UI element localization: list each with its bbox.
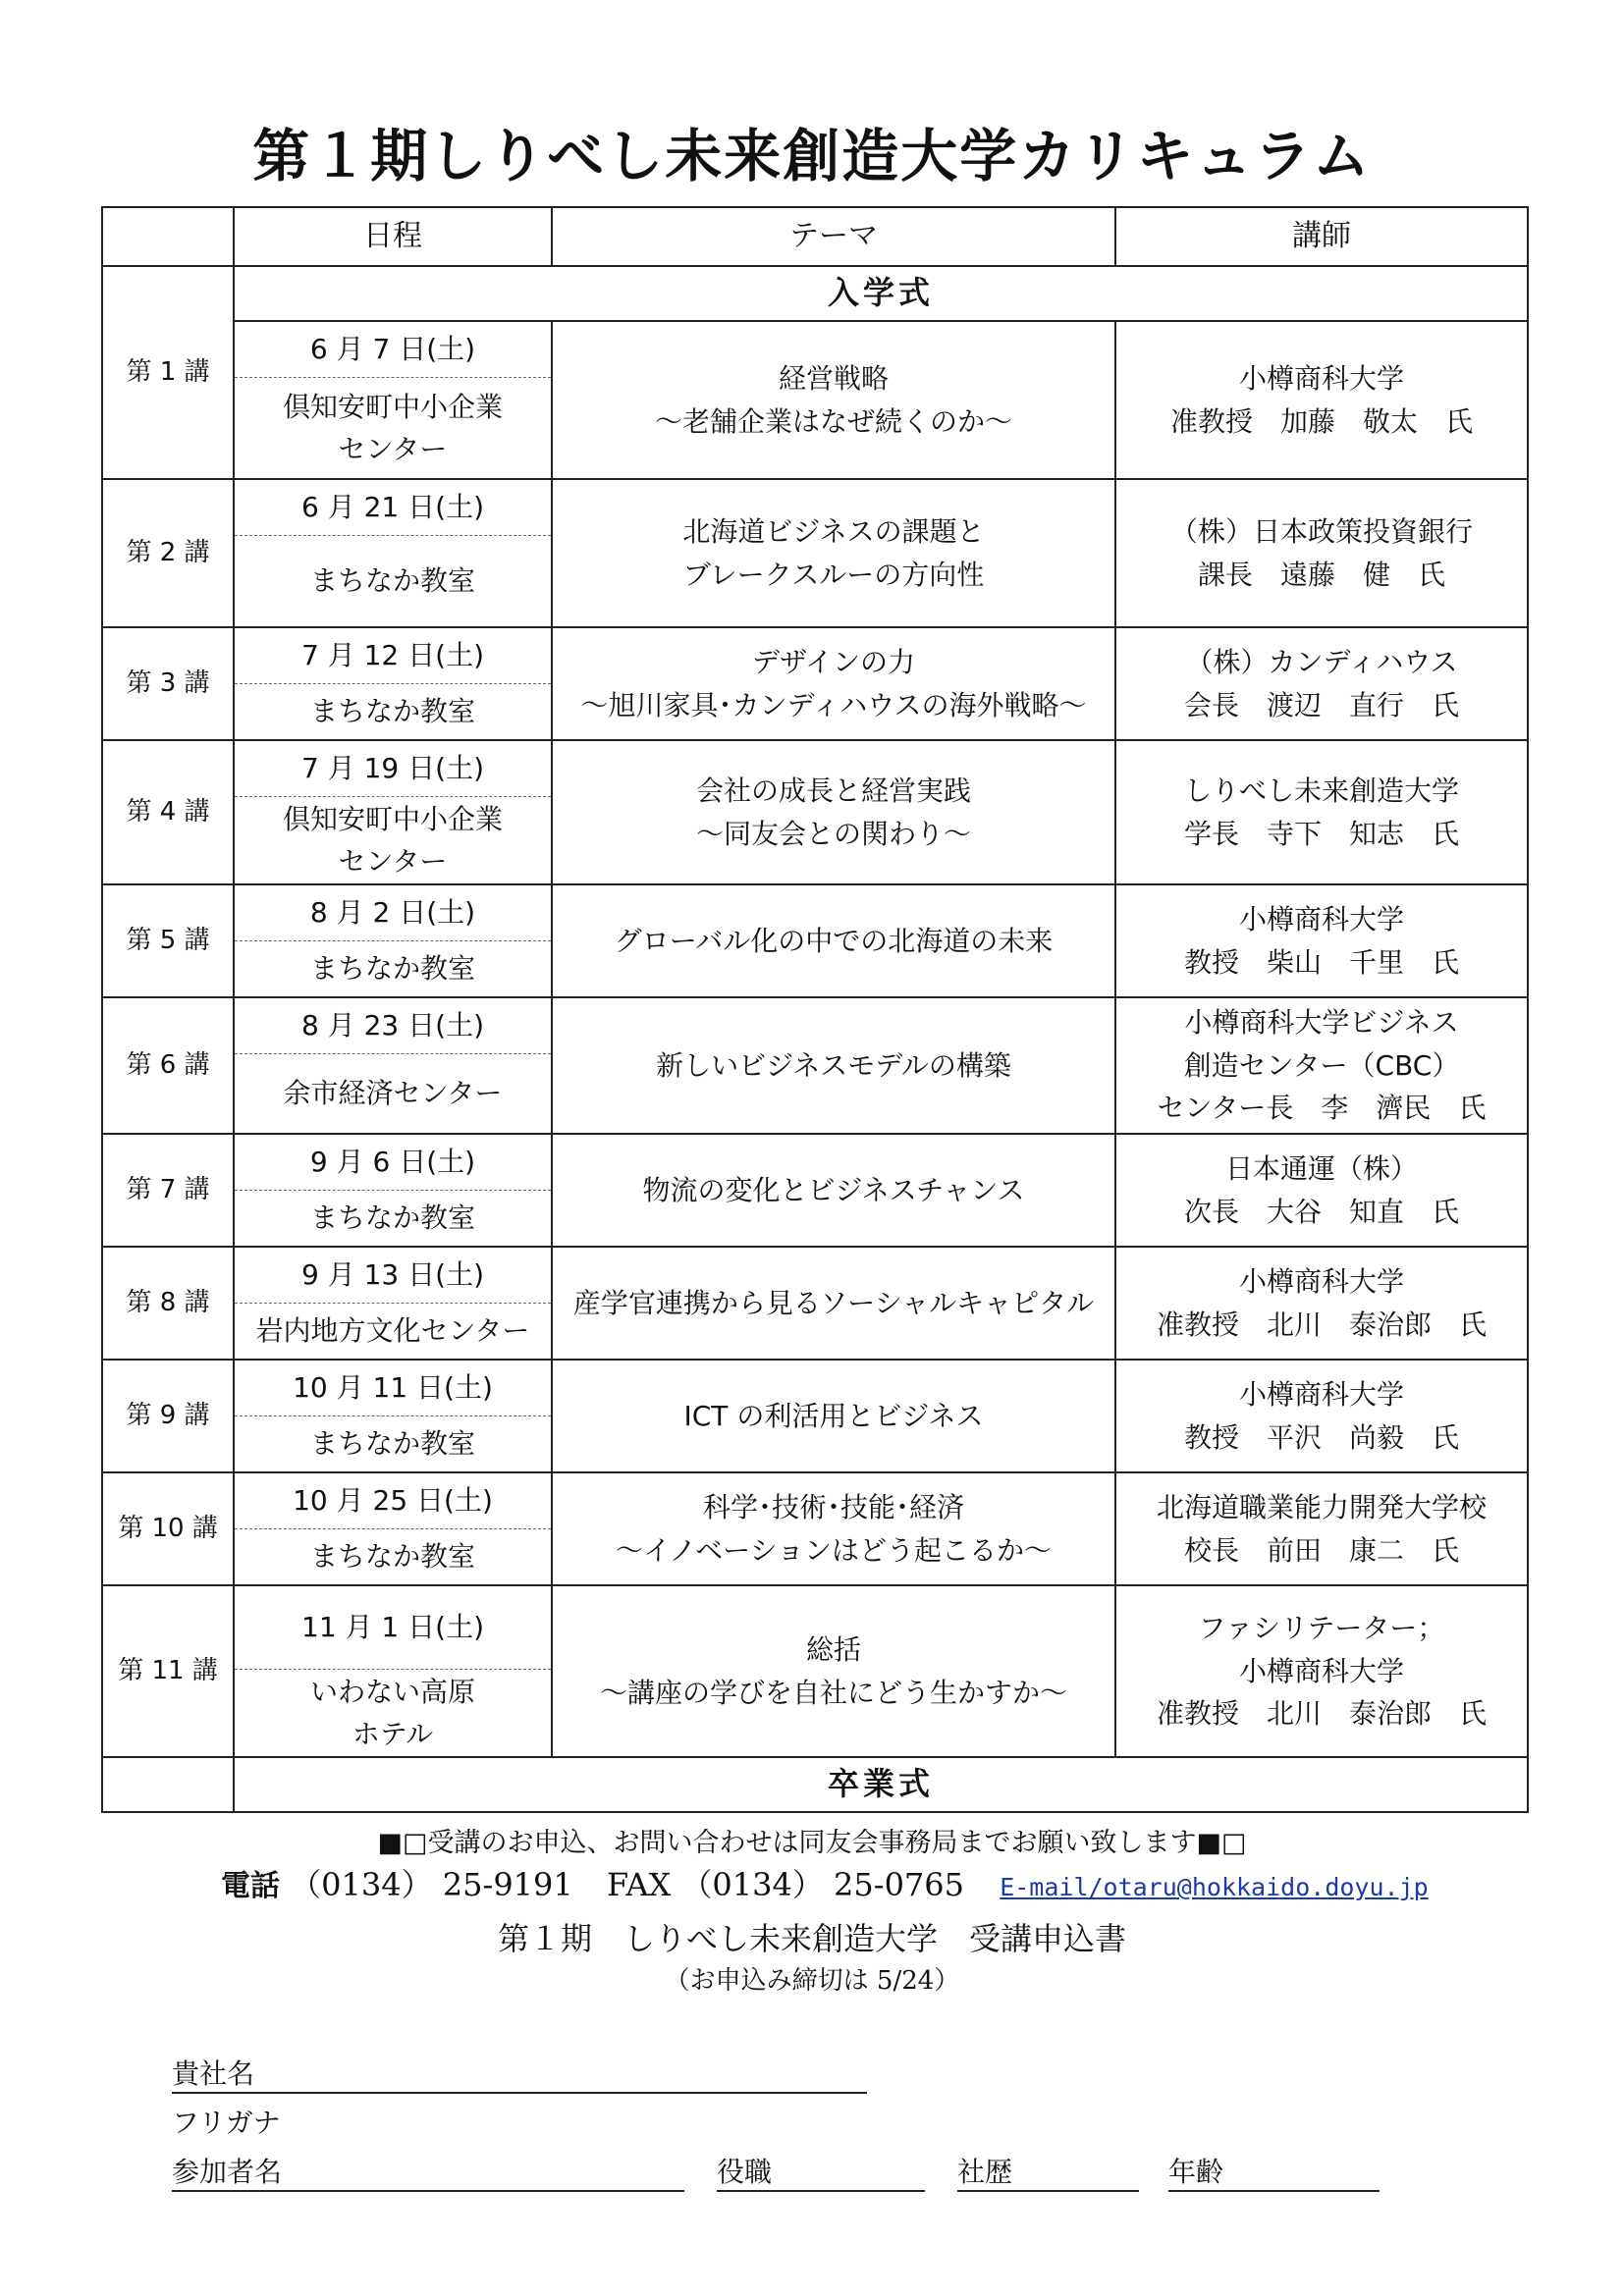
lecture-theme-line: 新しいビジネスモデルの構築 [656,1048,1011,1082]
lecture-lecturer [1115,1134,1528,1247]
lecture-lecturer-line: ファシリテーター； [1198,1612,1445,1645]
lecture-date: 10 月 25 日(土) [234,1472,552,1529]
lecture-place-line: まちなか教室 [309,1427,475,1461]
lecture-date: 8 月 2 日(土) [234,884,552,941]
lecture-lecturer-line: 教授 平沢 尚毅 氏 [1183,1420,1459,1454]
lecture-place [234,1416,552,1473]
lecture-lecturer [1115,1585,1528,1757]
lecture-row [102,1134,1528,1191]
participant-name-label: 参加者名 [172,2156,283,2188]
lecture-place-line: センター [338,433,448,465]
lecture-place-line: 余市経済センター [283,1077,503,1110]
lecture-lecturer-line: 会長 渡辺 直行 氏 [1183,688,1459,721]
lecture-place-line: まちなか教室 [309,564,475,598]
lecture-row [102,321,1528,378]
lecture-theme [552,997,1115,1134]
lecture-theme [552,479,1115,627]
graduation-ceremony: 卒業式 [234,1757,1528,1812]
entrance-ceremony: 入学式 [234,266,1528,321]
lecture-lecturer [1115,740,1528,884]
email-link[interactable]: E-mail/otaru@hokkaido.doyu.jp [1000,1873,1429,1901]
lecture-lecturer-line: 小樽商科大学 [1238,362,1404,396]
graduation-blank [102,1757,234,1812]
lecture-number: 第 1 講 [102,266,234,479]
lecture-theme-line: ～講座の学びを自社にどう生かすか～ [599,1676,1067,1709]
lecture-date: 7 月 19 日(土) [234,740,552,797]
lecture-theme-line: 科学･技術･技能･経済 [702,1491,964,1524]
fax-label: FAX [606,1866,672,1903]
lecture-lecturer-line: 日本通運（株） [1224,1152,1418,1186]
company-name-label: 貴社名 [172,2057,255,2090]
lecture-lecturer-line: 課長 遠藤 健 氏 [1197,558,1445,591]
header-schedule: 日程 [234,207,552,266]
lecture-lecturer-line: 創造センター（CBC） [1183,1048,1460,1082]
lecture-date: 9 月 13 日(土) [234,1247,552,1304]
lecture-number: 第 6 講 [102,997,234,1134]
lecture-lecturer-line: 小樽商科大学ビジネス [1184,1006,1459,1040]
lecture-date: 6 月 7 日(土) [234,321,552,378]
lecture-theme-line: ICT の利活用とビジネス [683,1399,984,1432]
lecture-lecturer-line: センター長 李 濟民 氏 [1157,1092,1487,1125]
lecture-row [102,479,1528,536]
lecture-row [102,740,1528,797]
lecture-date: 6 月 21 日(土) [234,479,552,536]
application-deadline: （お申込み締切は 5/24） [664,1966,960,1996]
header-lecturer: 講師 [1115,207,1528,266]
lecture-number: 第 5 講 [102,884,234,997]
lecture-place-line: まちなか教室 [309,952,475,986]
lecture-place [234,941,552,998]
lecture-date: 10 月 11 日(土) [234,1360,552,1416]
inquiry-notice: ■□受講のお申込、お問い合わせは同友会事務局までお願い致します■□ [377,1828,1247,1858]
lecture-theme [552,321,1115,479]
lecture-theme-line: ブレークスルーの方向性 [682,558,985,591]
lecture-theme-line: ～旭川家具･カンディハウスの海外戦略～ [580,688,1087,721]
lecture-theme-line: 経営戦略 [778,362,889,396]
lecture-place [234,536,552,628]
lecture-place-line: まちなか教室 [309,695,475,728]
lecture-lecturer [1115,1472,1528,1585]
position-field[interactable] [717,2155,925,2192]
lecture-theme [552,884,1115,997]
lecture-lecturer-line: 小樽商科大学 [1238,903,1404,936]
company-name-field[interactable] [172,2056,867,2094]
lecture-number: 第 3 講 [102,627,234,740]
participant-name-field[interactable] [172,2155,684,2192]
entrance-ceremony-row [102,266,1528,321]
lecture-number: 第 8 講 [102,1247,234,1360]
lecture-place [234,1054,552,1135]
lecture-theme-line: 北海道ビジネスの課題と [682,515,985,549]
tel-number: （0134） 25-9191 [290,1866,573,1903]
lecture-place-line: センター [338,845,448,878]
lecture-lecturer-line: （株）カンディハウス [1185,646,1458,679]
furigana-label: フリガナ [172,2107,281,2139]
lecture-place-line: ホテル [352,1718,434,1750]
lecture-date: 9 月 6 日(土) [234,1134,552,1191]
application-form-title: 第１期 しりべし未来創造大学 受講申込書 [497,1920,1126,1957]
lecture-lecturer-line: （株）日本政策投資銀行 [1169,515,1473,549]
lecture-place [234,1670,552,1758]
lecture-theme-line: デザインの力 [751,646,916,679]
lecture-theme-line: ～老舗企業はなぜ続くのか～ [654,404,1012,438]
curriculum-table [101,206,1529,1813]
lecture-number: 第 4 講 [102,740,234,884]
lecture-lecturer [1115,627,1528,740]
lecture-date: 8 月 23 日(土) [234,997,552,1054]
lecture-lecturer [1115,1247,1528,1360]
lecture-theme [552,1134,1115,1247]
lecture-lecturer-line: 教授 柴山 千里 氏 [1183,945,1459,979]
lecture-theme-line: ～イノベーションはどう起こるか～ [615,1533,1053,1567]
lecture-theme-line: ～同友会との関わり～ [695,817,971,850]
lecture-place-line: 岩内地方文化センター [255,1314,530,1348]
lecture-lecturer-line: しりべし未来創造大学 [1183,774,1459,808]
lecture-theme-line: 物流の変化とビジネスチャンス [642,1173,1025,1206]
lecture-number: 第 10 講 [102,1472,234,1585]
header-blank [102,207,234,266]
lecture-row [102,884,1528,941]
lecture-lecturer [1115,997,1528,1134]
lecture-lecturer-line: 校長 前田 康二 氏 [1183,1533,1459,1567]
lecture-place-line: まちなか教室 [309,1540,475,1574]
lecture-date: 11 月 1 日(土) [234,1585,552,1670]
lecture-theme [552,1585,1115,1757]
lecture-lecturer-line: 准教授 加藤 敬太 氏 [1169,404,1473,438]
lecture-place [234,797,552,885]
lecture-place [234,1304,552,1361]
header-row [102,207,1528,266]
lecture-theme-line: 会社の成長と経営実践 [695,774,971,808]
lecture-row [102,1472,1528,1529]
page-title: 第１期しりべし未来創造大学カリキュラム [252,123,1372,189]
lecture-place-line: まちなか教室 [309,1201,475,1235]
header-theme: テーマ [552,207,1115,266]
lecture-lecturer-line: 小樽商科大学 [1238,1378,1404,1412]
lecture-lecturer [1115,479,1528,627]
furigana-field[interactable] [172,2106,565,2141]
lecture-row [102,627,1528,684]
lecture-lecturer-line: 次長 大谷 知直 氏 [1183,1195,1459,1228]
lecture-lecturer-line: 准教授 北川 泰治郎 氏 [1156,1697,1487,1731]
years-at-company-field[interactable] [957,2155,1139,2192]
lecture-row [102,1585,1528,1670]
lecture-lecturer [1115,884,1528,997]
lecture-theme-line: 総括 [805,1633,861,1667]
lecture-lecturer [1115,1360,1528,1472]
lecture-row [102,1247,1528,1304]
curriculum-body [102,207,1528,1812]
lecture-lecturer-line: 准教授 北川 泰治郎 氏 [1156,1308,1487,1341]
lecture-place [234,1529,552,1586]
tel-label: 電話 [221,1869,280,1903]
contact-line [221,1860,1429,1905]
lecture-theme [552,1472,1115,1585]
fax-number: （0134） 25-0765 [680,1866,965,1903]
lecture-place-line: 倶知安町中小企業 [282,390,503,423]
lecture-lecturer-line: 学長 寺下 知志 氏 [1183,817,1459,850]
lecture-number: 第 7 講 [102,1134,234,1247]
lecture-theme [552,1360,1115,1472]
lecture-date: 7 月 12 日(土) [234,627,552,684]
position-label: 役職 [717,2156,773,2188]
lecture-lecturer-line: 小樽商科大学 [1238,1654,1404,1687]
lecture-lecturer-line: 北海道職業能力開発大学校 [1156,1491,1487,1524]
age-field[interactable] [1168,2155,1380,2192]
lecture-lecturer-line: 小樽商科大学 [1238,1265,1404,1299]
lecture-place [234,378,552,480]
lecture-place [234,684,552,741]
lecture-number: 第 11 講 [102,1585,234,1757]
lecture-place [234,1191,552,1248]
lecture-number: 第 9 講 [102,1360,234,1472]
lecture-theme-line: 産学官連携から見るソーシャルキャピタル [572,1286,1095,1319]
lecture-theme-line: グローバル化の中での北海道の未来 [614,924,1054,957]
lecture-place-line: いわない高原 [309,1675,475,1708]
graduation-ceremony-row [102,1757,1528,1812]
lecture-row [102,997,1528,1054]
lecture-theme [552,740,1115,884]
age-label: 年齢 [1168,2156,1224,2188]
lecture-row [102,1360,1528,1416]
lecture-number: 第 2 講 [102,479,234,627]
lecture-theme [552,1247,1115,1360]
years-at-company-label: 社歴 [957,2156,1013,2188]
lecture-theme [552,627,1115,740]
lecture-lecturer [1115,321,1528,479]
lecture-place-line: 倶知安町中小企業 [282,802,503,835]
